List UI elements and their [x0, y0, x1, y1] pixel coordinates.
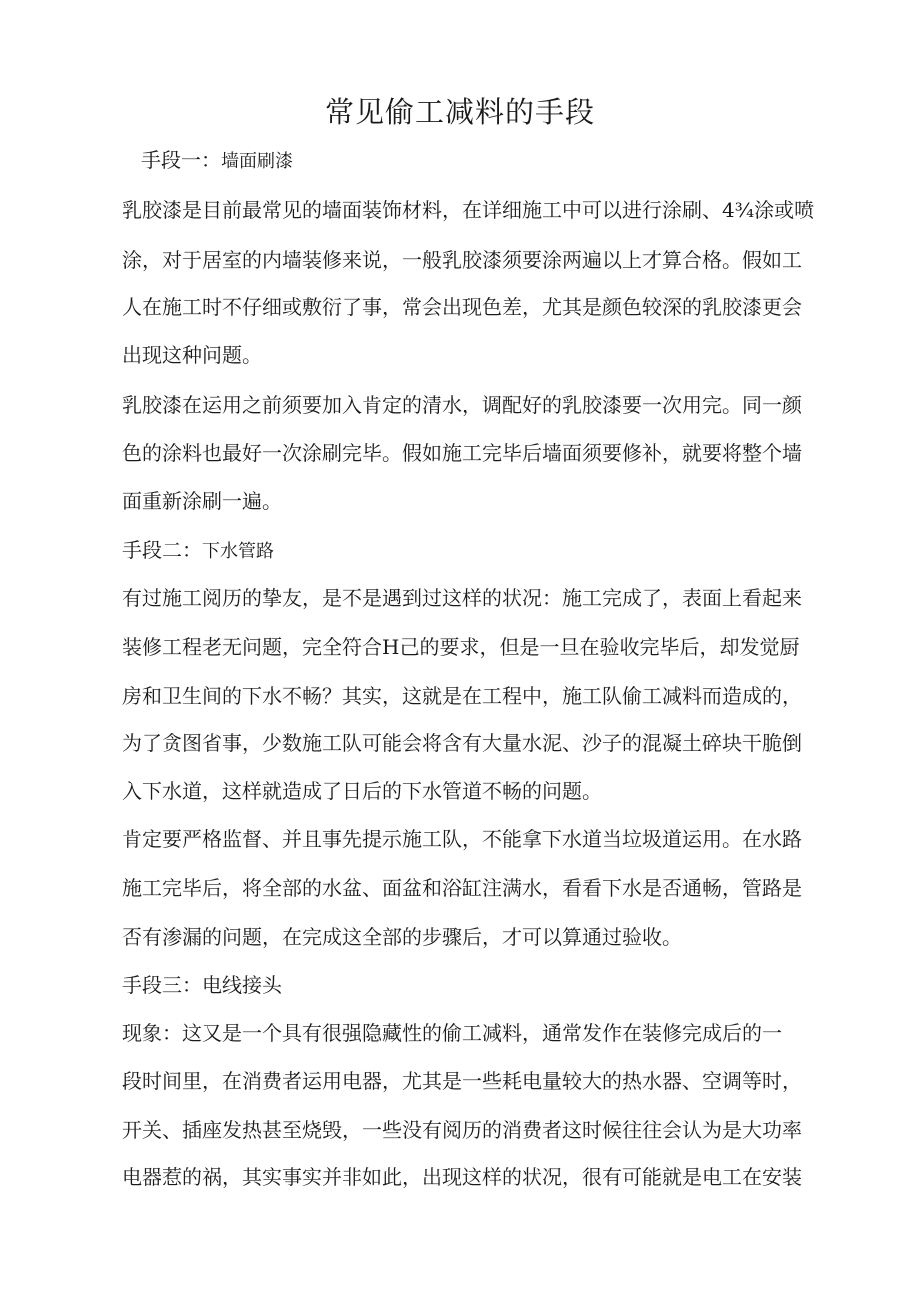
paragraph-line: 为了贪图省事，少数施工队可能会将含有大量水泥、沙子的混凝土碎块干脆倒: [122, 731, 802, 755]
document-title: 常见偷工减料的手段: [324, 95, 595, 129]
section-heading: [141, 146, 293, 176]
paragraph-line: 有过施工阅历的挚友，是不是遇到过这样的状况：施工完成了，表面上看起来: [122, 586, 802, 610]
paragraph-line: 装修工程老无问题，完全符合H己的要求，但是一旦在验收完毕后，却发觉厨: [122, 635, 800, 659]
paragraph-line: 涂，对于居室的内墙装修来说，一般乳胶漆须要涂两遍以上才算合格。假如工: [122, 248, 802, 272]
paragraph-line: 乳胶漆在运用之前须要加入肯定的清水，调配好的乳胶漆要一次用完。同一颜: [122, 393, 802, 417]
paragraph-line: 房和卫生间的下水不畅？其实，这就是在工程中，施工队偷工减料而造成的，: [122, 684, 802, 708]
paragraph-line: 入下水道，这样就造成了日后的下水管道不畅的问题。: [122, 779, 602, 803]
paragraph-line: 出现这种问题。: [122, 343, 262, 367]
paragraph-line: 乳胶漆是目前最常见的墙面装饰材料，在详细施工中可以进行涂刷、4¾涂或喷: [122, 198, 815, 222]
paragraph-line: 人在施工时不仔细或敷衍了事，常会出现色差，尤其是颜色较深的乳胶漆更会: [122, 295, 802, 319]
paragraph-line: 段时间里，在消费者运用电器，尤其是一些耗电量较大的热水器、空调等时，: [122, 1069, 802, 1093]
paragraph-line: 色的涂料也最好一次涂刷完毕。假如施工完毕后墙面须要修补，就要将整个墙: [122, 441, 802, 465]
paragraph-line: 否有渗漏的问题，在完成这全部的步骤后，才可以算通过验收。: [122, 925, 682, 949]
section-topic: 墙面刷漆: [221, 151, 293, 172]
paragraph-line: 现象：这又是一个具有很强隐藏性的偷工减料，通常发作在装修完成后的一: [122, 1021, 782, 1045]
section-label: 手段二：: [122, 538, 202, 562]
section-heading: [122, 536, 274, 566]
paragraph-line: 面重新涂刷一遍。: [122, 489, 282, 513]
paragraph-line: 电器惹的祸，其实事实并非如此，出现这样的状况，很有可能就是电工在安装: [122, 1165, 802, 1189]
section-topic: 电线接头: [202, 973, 282, 997]
section-heading: [122, 971, 282, 999]
paragraph-line: 开关、插座发热甚至烧毁，一些没有阅历的消费者这时候往往会认为是大功率: [122, 1118, 802, 1142]
section-label: 手段三：: [122, 973, 202, 997]
section-topic: 下水管路: [202, 541, 274, 562]
paragraph-line: 施工完毕后，将全部的水盆、面盆和浴缸注满水，看看下水是否通畅，管路是: [122, 876, 802, 900]
paragraph-line: 肯定要严格监督、并且事先提示施工队，不能拿下水道当垃圾道运用。在水路: [122, 827, 802, 851]
section-label: 手段一：: [141, 148, 221, 172]
